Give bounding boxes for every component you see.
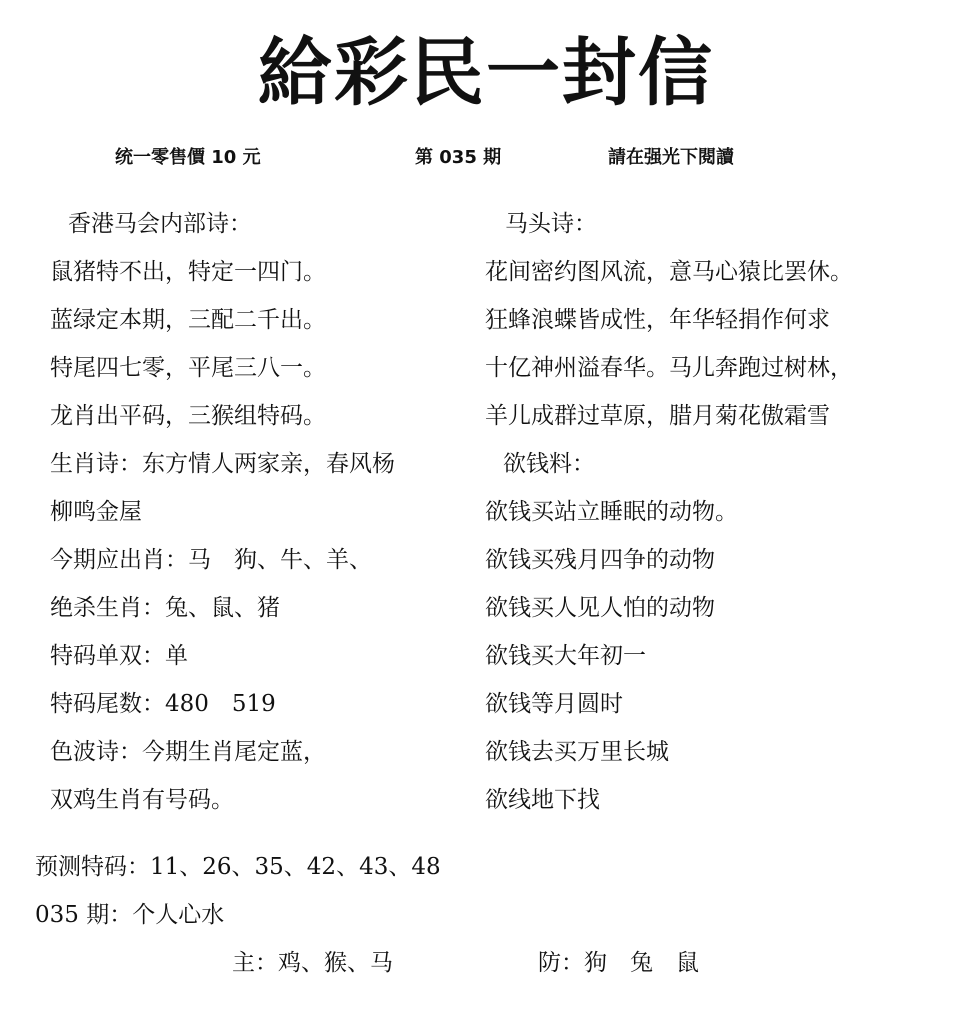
left-line: 蓝绿定本期，三配二千出。 [50, 307, 326, 333]
guard-pick: 防：狗 兔 鼠 [538, 950, 699, 976]
left-line: 柳鸣金屋 [50, 499, 142, 525]
left-line: 香港马会内部诗： [68, 211, 252, 237]
left-line: 双鸡生肖有号码。 [50, 787, 234, 813]
right-line: 欲钱买大年初一 [485, 643, 646, 669]
left-column [50, 200, 470, 824]
right-line: 欲钱买人见人怕的动物 [485, 595, 715, 621]
price-label: 统一零售價 10 元 [115, 147, 261, 168]
right-line: 欲钱料： [503, 451, 595, 477]
issue-number: 第 035 期 [415, 147, 502, 168]
left-line: 特码尾数：480 519 [50, 691, 276, 717]
left-line: 龙肖出平码，三猴组特码。 [50, 403, 326, 429]
right-line: 欲钱等月圆时 [485, 691, 623, 717]
right-line: 欲钱买残月四争的动物 [485, 547, 715, 573]
issue-tip-line: 035 期：个人心水 [35, 902, 225, 928]
main-pick: 主：鸡、猴、马 [232, 950, 393, 976]
right-line: 十亿神州溢春华。马儿奔跑过树林， [485, 355, 853, 381]
right-line: 马头诗： [505, 211, 597, 237]
left-line: 鼠猪特不出，特定一四门。 [50, 259, 326, 285]
right-line: 狂蜂浪蝶皆成性，年华轻捐作何求 [485, 307, 830, 333]
reading-notice: 請在强光下閱讀 [608, 147, 734, 168]
right-line: 羊儿成群过草原，腊月菊花傲霜雪 [485, 403, 830, 429]
left-line: 生肖诗：东方情人两家亲，春风杨 [50, 451, 395, 477]
left-line: 特尾四七零，平尾三八一。 [50, 355, 326, 381]
left-line: 绝杀生肖：兔、鼠、猪 [50, 595, 280, 621]
right-line: 欲钱买站立睡眠的动物。 [485, 499, 738, 525]
left-line: 今期应出肖：马 狗、牛、羊、 [50, 547, 372, 573]
right-line: 欲线地下找 [485, 787, 600, 813]
prediction-line: 预测特码：11、26、35、42、43、48 [35, 854, 441, 880]
left-line: 特码单双：单 [50, 643, 188, 669]
page-title: 給彩民一封信 [258, 30, 714, 116]
right-line: 欲钱去买万里长城 [485, 739, 669, 765]
left-line: 色波诗：今期生肖尾定蓝， [50, 739, 326, 765]
right-line: 花间密约图风流，意马心猿比罢休。 [485, 259, 853, 285]
right-column [485, 200, 935, 824]
